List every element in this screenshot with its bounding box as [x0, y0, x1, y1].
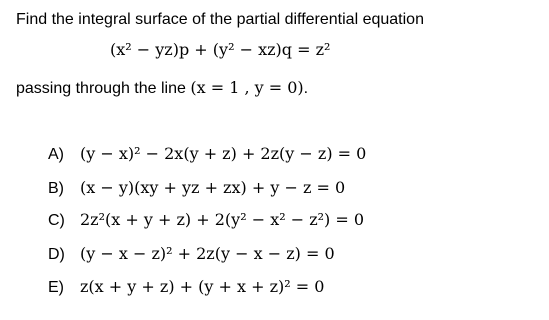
option-letter: C)	[48, 212, 65, 229]
option-expression: z(x + y + z) + (y + x + z)² = 0	[80, 277, 325, 296]
answer-option-e[interactable]	[48, 279, 324, 296]
option-expression: (x − y)(xy + yz + zx) + y − z = 0	[80, 178, 346, 197]
answer-option-d[interactable]	[48, 246, 335, 263]
condition-line-math: (x = 1 , y = 0)	[190, 78, 304, 97]
question-condition	[16, 80, 308, 97]
condition-text: passing through the line	[16, 80, 191, 97]
option-expression: (y − x − z)² + 2z(y − x − z) = 0	[80, 244, 335, 263]
answer-option-c[interactable]	[48, 212, 364, 229]
pde-equation: (x² − yz)p + (y² − xz)q = z²	[110, 40, 331, 59]
answer-option-b[interactable]	[48, 180, 345, 197]
option-letter: E)	[48, 279, 64, 296]
option-letter: B)	[48, 180, 64, 197]
condition-period: .	[303, 80, 309, 97]
option-letter: D)	[48, 246, 65, 263]
question-prompt: Find the integral surface of the partial differential equation	[16, 11, 424, 28]
answer-option-a[interactable]	[48, 146, 366, 163]
option-expression: (y − x)² − 2x(y + z) + 2z(y − z) = 0	[80, 144, 367, 163]
option-letter: A)	[48, 146, 64, 163]
option-expression: 2z²(x + y + z) + 2(y² − x² − z²) = 0	[80, 210, 365, 229]
